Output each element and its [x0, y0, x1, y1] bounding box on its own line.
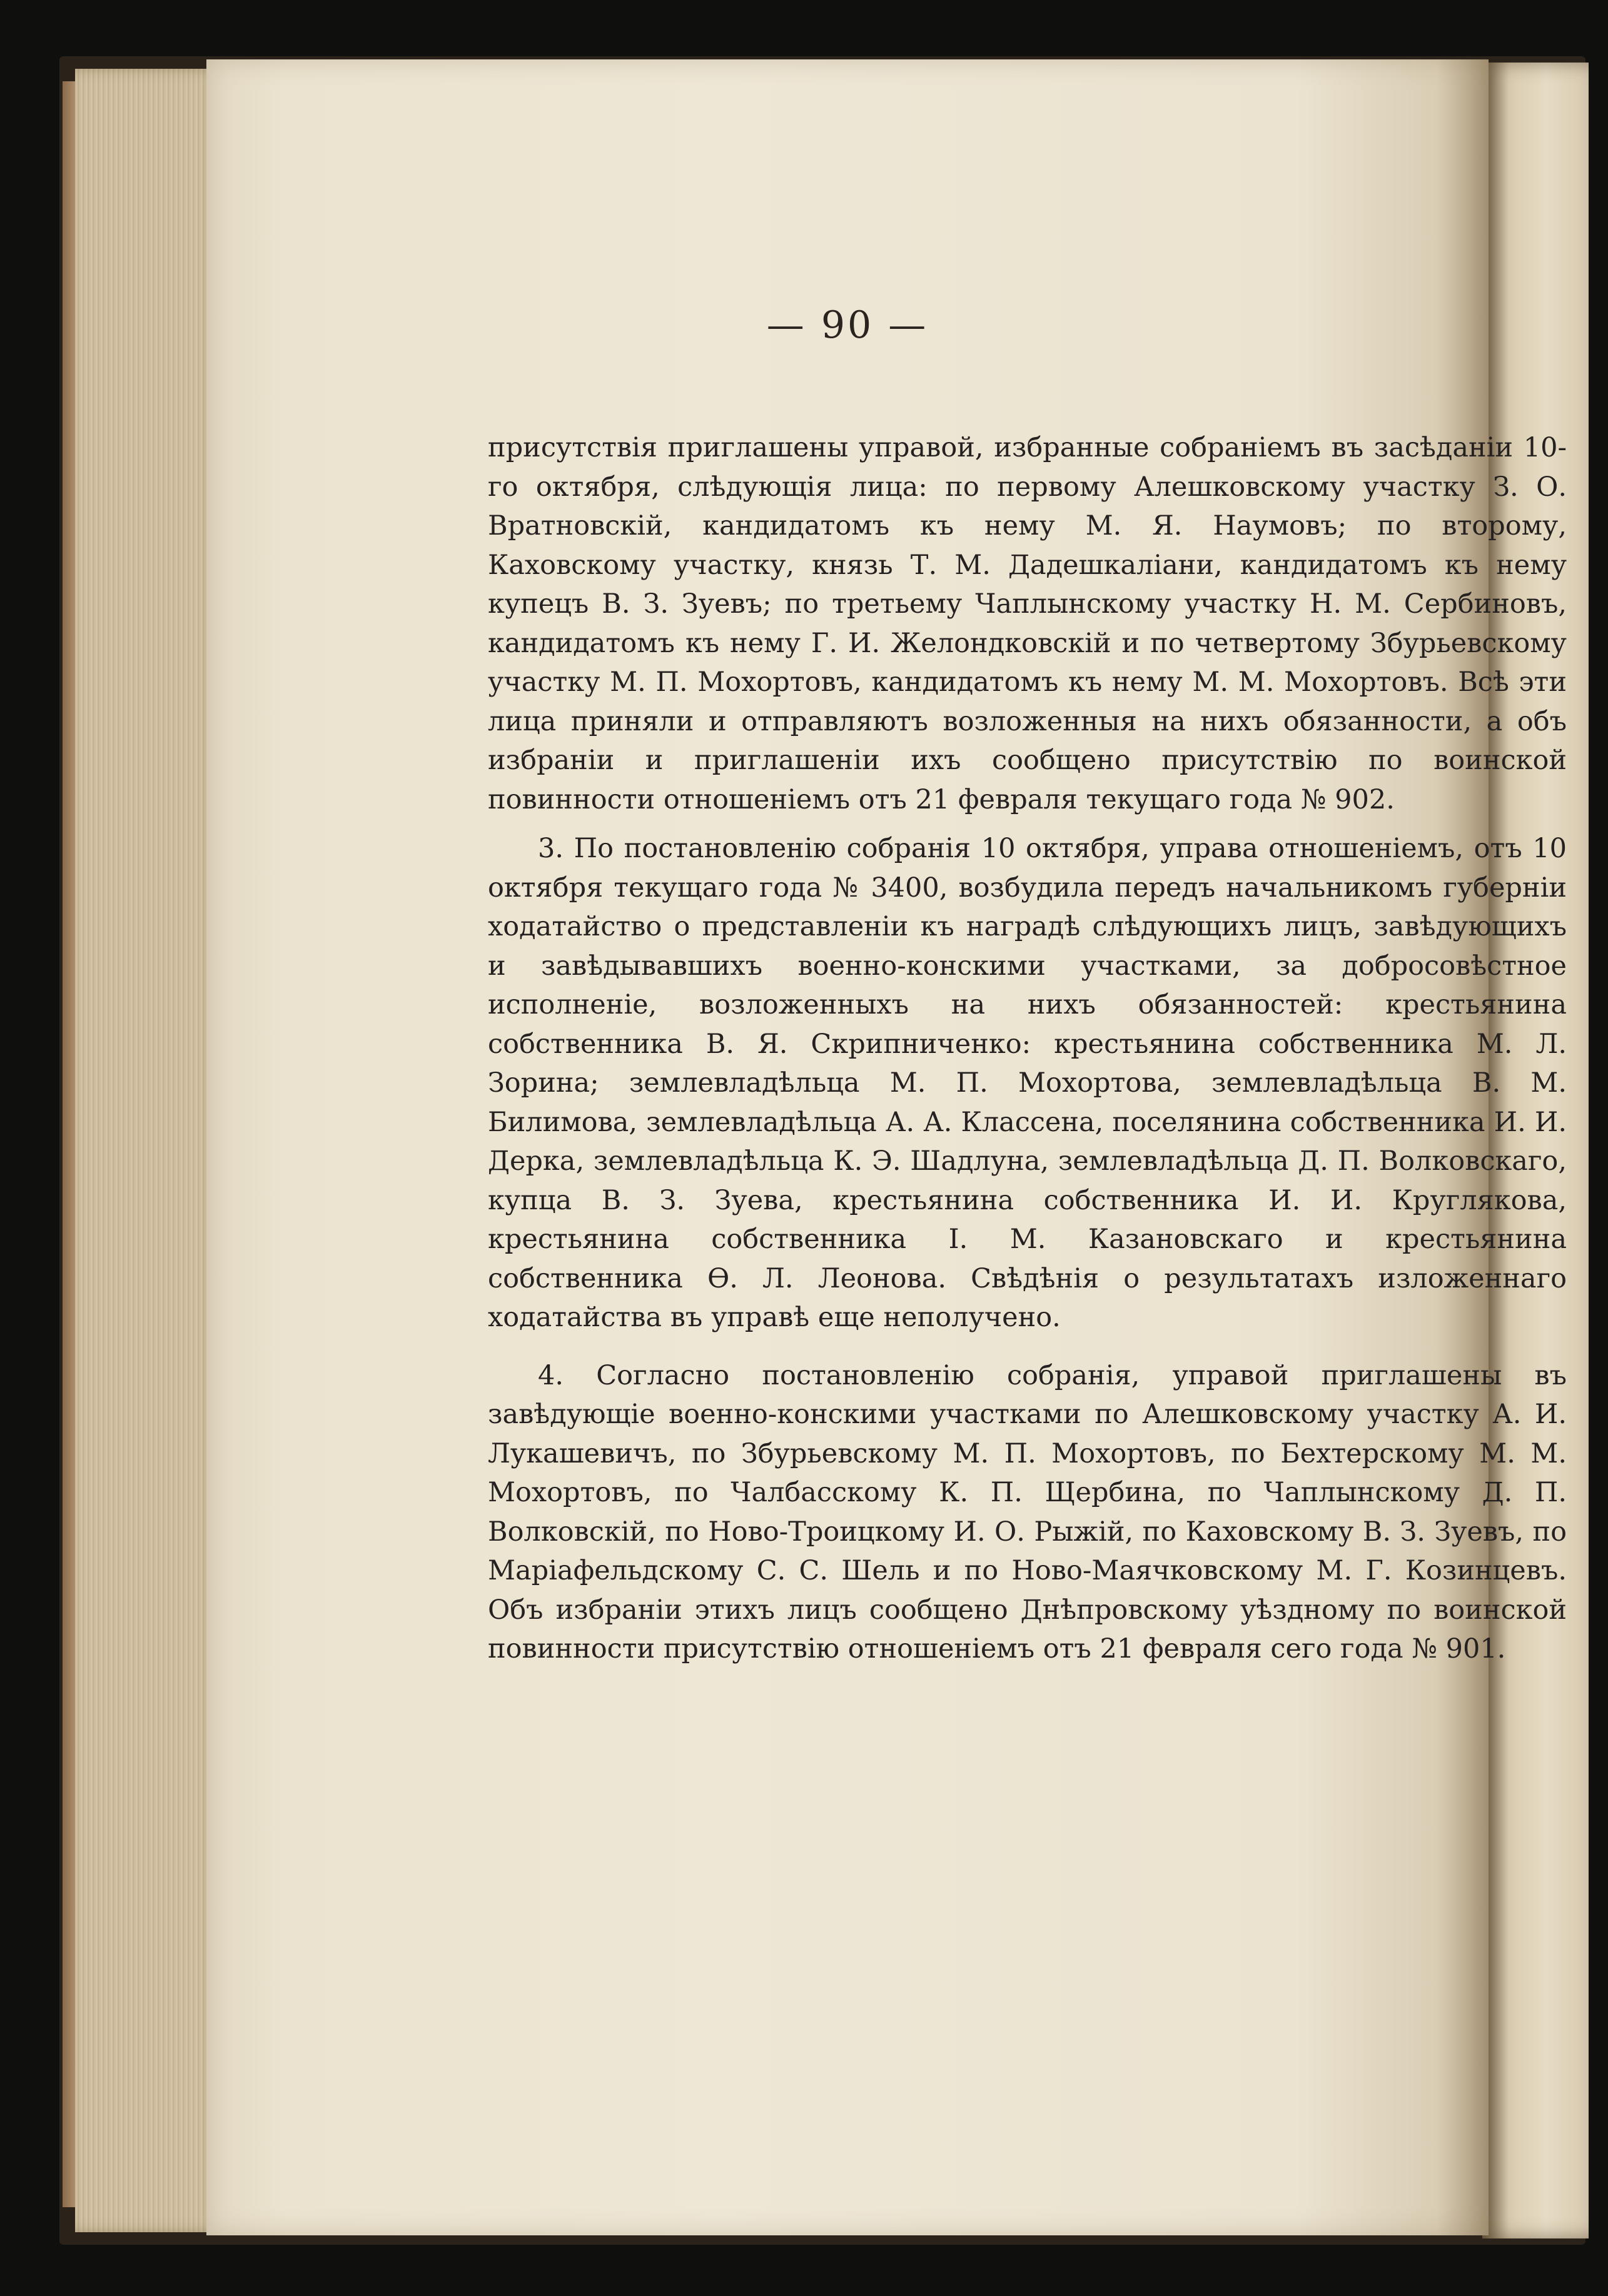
book-page [206, 59, 1567, 2235]
paragraph-item-3: 3. По постановленію собранія 10 октября, управа отношеніемъ, отъ 10 октября текущаго года № 3400, возбудила передъ начальникомъ губерніи ходатайство о представленіи къ наградѣ слѣдующихъ лицъ, завѣдующихъ и завѣдывавшихъ военно-конскими участками, за добросовѣстное исполненіе, возложенныхъ на нихъ обязанностей: крестьянина собственника В. Я. Скрипниченко: крестьянина собственника М. Л. Зорина; землевладѣльца М. П. Мохортова, землевладѣльца В. М. Билимова, землевладѣльца А. А. Классена, поселянина собственника И. И. Дерка, землевладѣльца К. Э. Шадлуна, землевладѣльца Д. П. Волковскаго, купца В. З. Зуева, крестьянина собственника И. И. Круглякова, крестьянина собственника І. М. Казановскаго и крестьянина собственника Ѳ. Л. Леонова. Свѣдѣнія о результатахъ изложеннаго ходатайства въ управѣ еще неполучено. [488, 833, 1567, 1333]
paragraph-item-4: 4. Согласно постановленію собранія, управой приглашены въ завѣдующіе военно-конскими участками по Алешковскому участку А. И. Лукашевичъ, по Збурьевскому М. П. Мохортовъ, по Бехтерскому М. М. Мохортовъ, по Чалбасскому К. П. Щербина, по Чаплынскому Д. П. Волковскій, по Ново-Троицкому И. О. Рыжій, по Каховскому В. З. Зуевъ, по Маріафельдскому С. С. Шель и по Ново-Маячковскому М. Г. Козинцевъ. Объ избраніи этихъ лицъ сообщено Днѣпровскому уѣздному по воинской повинности присутствію отношеніемъ отъ 21 февраля сего года № 901. [488, 1359, 1567, 1664]
page-text [488, 428, 1567, 1679]
page-number: — 90 — [766, 303, 929, 347]
paragraph-continued: присутствія приглашены управой, избранные собраніемъ въ засѣданіи 10-го октября, слѣдующія лица: по первому Алешковскому участку З. О. Вратновскій, кандидатомъ къ нему М. Я. Наумовъ; по второму, Каховскому участку, князь Т. М. Дадешкаліани, кандидатомъ къ нему купецъ В. З. Зуевъ; по третьему Чаплынскому участку Н. М. Сербиновъ, кандидатомъ къ нему Г. И. Желондковскій и по четвертому Збурьевскому участку М. П. Мохортовъ, кандидатомъ къ нему М. М. Мохортовъ. Всѣ эти лица приняли и отправляютъ возложенныя на нихъ обязанности, а объ избраніи и приглашеніи ихъ сообщено присутствію по воинской повинности отношеніемъ отъ 21 февраля текущаго года № 902. [488, 432, 1567, 815]
page-stack [75, 69, 219, 2232]
